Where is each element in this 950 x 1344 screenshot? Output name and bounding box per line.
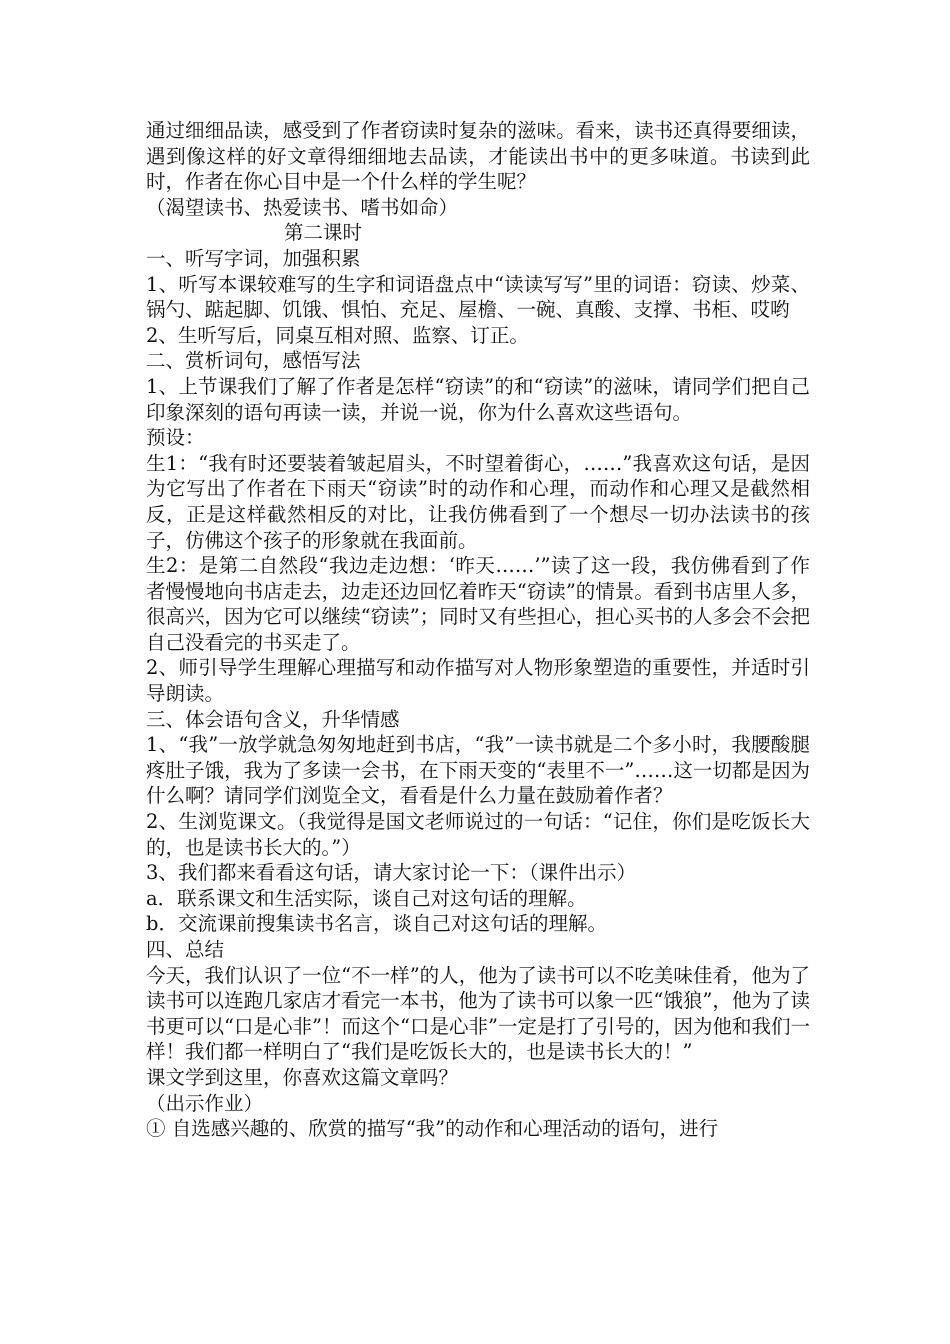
- section-heading-2: 二、赏析词句，感悟写法: [146, 349, 361, 373]
- paragraph-student-1: 生1：“我有时还要装着皱起眉头，不时望着街心，……”我喜欢这句话，是因为它写出了作者在下雨天“窃读”时的动作和心理，而动作和心理又是截然相反，正是这样截然相反的对比，让我仿佛看到了一个想尽一切办法读书的孩子，仿佛这个孩子的形象就在我面前。: [146, 451, 810, 552]
- intro-paragraph: 通过细细品读，感受到了作者窃读时复杂的滋味。看来，读书还真得要细读，遇到像这样的好文章得细细地去品读，才能读出书中的更多味道。书读到此时，作者在你心目中是一个什么样的学生呢？: [146, 119, 810, 194]
- paragraph-item-b: b．交流课前搜集读书名言，谈自己对这句话的理解。: [146, 912, 607, 936]
- paragraph-check: 2、生听写后，同桌互相对照、监察、订正。: [146, 323, 529, 347]
- paragraph-homework-label: （出示作业）: [146, 1091, 264, 1115]
- paragraph-preset: 预设：: [146, 426, 205, 450]
- paragraph-item-a: a．联系课文和生活实际，谈自己对这句话的理解。: [146, 886, 587, 910]
- paragraph-like-question: 课文学到这里，你喜欢这篇文章吗？: [146, 1065, 459, 1089]
- intro-answer: （渴望读书、热爱读书、嗜书如命）: [146, 195, 459, 219]
- paragraph-homework-1: ① 自选感兴趣的、欣赏的描写“我”的动作和心理活动的语句，进行: [146, 1117, 719, 1141]
- lesson-title: 第二课时: [284, 221, 363, 245]
- paragraph-summary: 今天，我们认识了一位“不一样”的人，他为了读书可以不吃美味佳肴，他为了读书可以连跑几家店才看完一本书，他为了读书可以象一匹“饿狼”，他为了读书更可以“口是心非”！而这个“口是心非”一定是打了引号的，因为他和我们一样！我们都一样明白了“我们是吃饭长大的，也是读书长大的！”: [146, 963, 810, 1064]
- paragraph-dictation: 1、听写本课较难写的生字和词语盘点中“读读写写”里的词语：窃读、炒菜、锅勺、踮起脚、饥饿、惧怕、充足、屋檐、一碗、真酸、支撑、书柜、哎哟: [146, 272, 810, 322]
- paragraph-teacher-guide: 2、师引导学生理解心理描写和动作描写对人物形象塑造的重要性，并适时引导朗读。: [146, 656, 810, 706]
- paragraph-student-2: 生2：是第二自然段“我边走边想：‘昨天……’”读了这一段，我仿佛看到了作者慢慢地向书店走去，边走还边回忆着昨天“窃读”的情景。看到书店里人多，很高兴，因为它可以继续“窃读”；同时又有些担心，担心买书的人多会不会把自己没看完的书买走了。: [146, 554, 810, 654]
- section-heading-3: 三、体会语句含义，升华情感: [146, 707, 400, 731]
- paragraph-appreciate: 1、上节课我们了解了作者是怎样“窃读”的和“窃读”的滋味，请同学们把自己印象深刻的语句再读一读，并说一说，你为什么喜欢这些语句。: [146, 374, 810, 424]
- paragraph-browse: 2、生浏览课文。（我觉得是国文老师说过的一句话：“记住，你们是吃饭长大的，也是读书长大的。”）: [146, 810, 810, 859]
- paragraph-discuss: 3、我们都来看看这句话，请大家讨论一下：（课件出示）: [146, 861, 637, 885]
- section-heading-4: 四、总结: [146, 938, 225, 961]
- paragraph-question: 1、“我”一放学就急匆匆地赶到书店，“我”一读书就是二个多小时，我腰酸腿疼肚子饿，我为了多读一会书，在下雨天变的“表里不一”……这一切都是因为什么啊？请同学们浏览全文，看看是什么力量在鼓励着作者？: [146, 733, 810, 808]
- section-heading-1: 一、听写字词，加强积累: [146, 246, 361, 270]
- document-page: [146, 118, 810, 1142]
